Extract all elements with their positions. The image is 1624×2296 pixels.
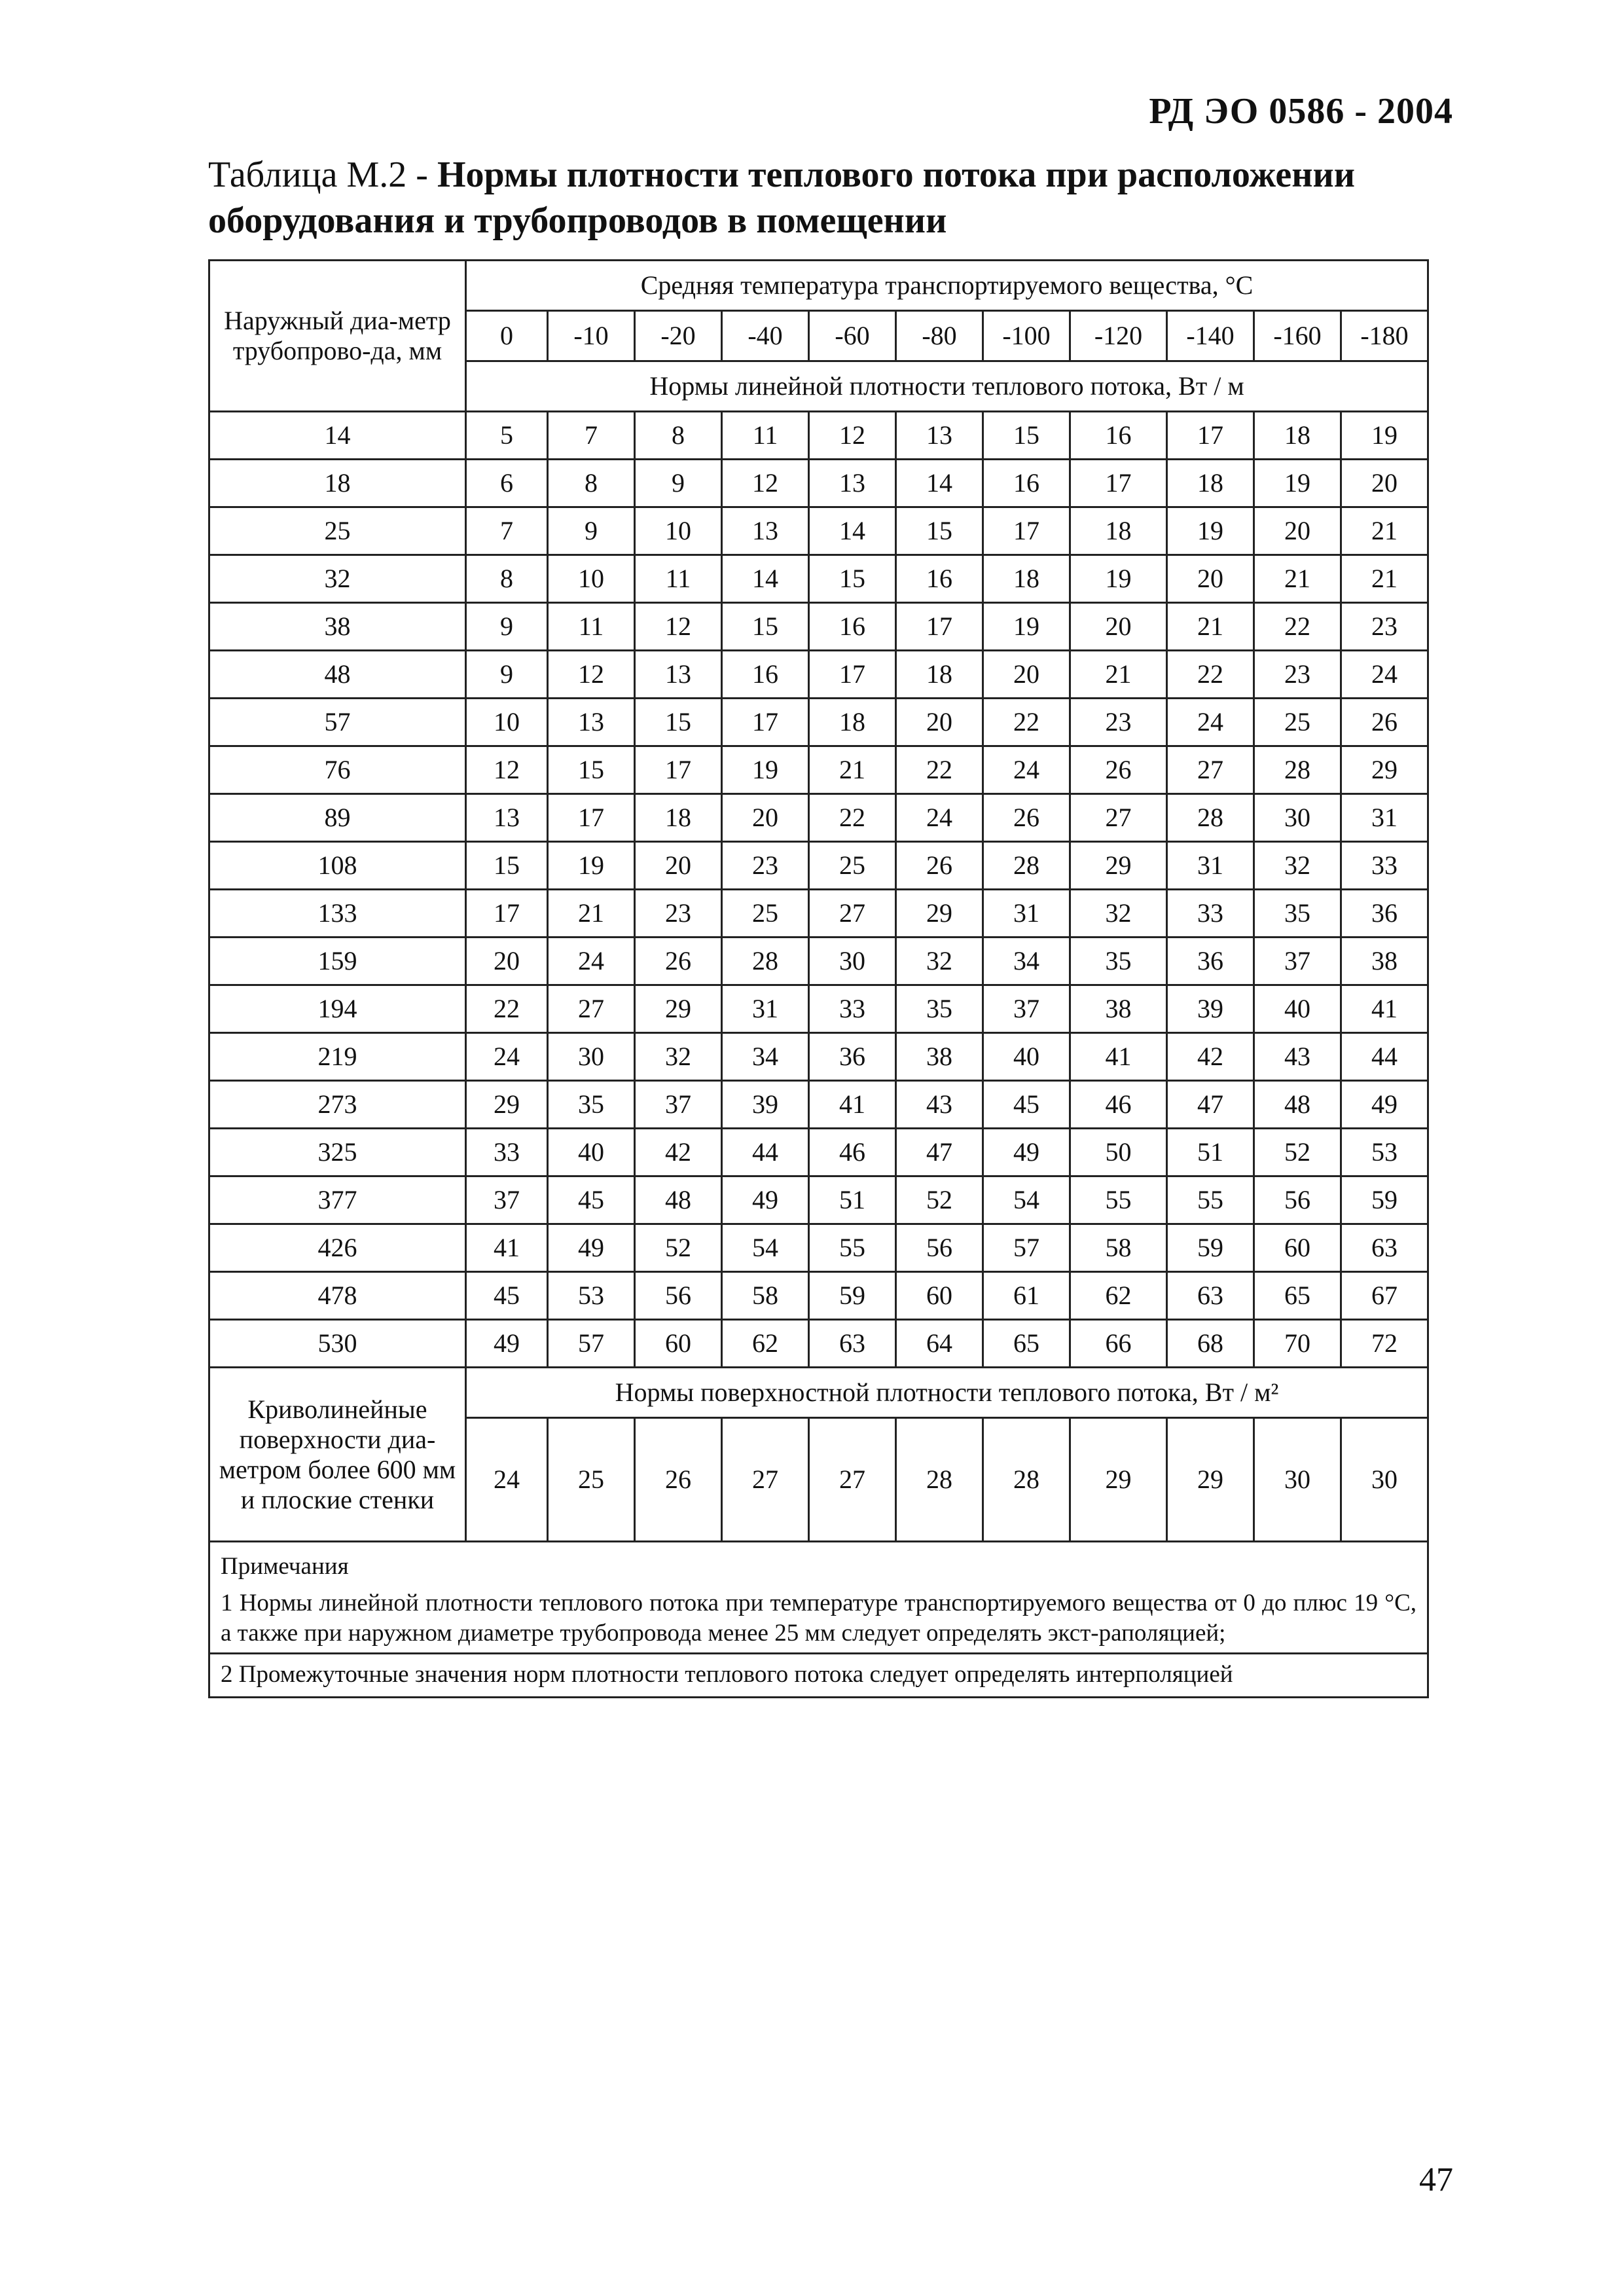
value-cell: 8 <box>466 555 548 603</box>
value-cell: 47 <box>1167 1081 1254 1129</box>
value-cell: 22 <box>1254 603 1341 651</box>
value-cell: 16 <box>983 460 1070 507</box>
value-cell: 27 <box>1167 746 1254 794</box>
value-cell: 65 <box>1254 1272 1341 1320</box>
value-cell: 21 <box>1341 507 1428 555</box>
value-cell: 52 <box>896 1176 983 1224</box>
value-cell: 8 <box>635 412 722 460</box>
value-cell: 57 <box>548 1320 635 1368</box>
value-cell: 40 <box>983 1033 1070 1081</box>
value-cell: 19 <box>1070 555 1167 603</box>
value-cell: 21 <box>809 746 896 794</box>
value-cell: 48 <box>1254 1081 1341 1129</box>
value-cell: 56 <box>1254 1176 1341 1224</box>
table-row <box>209 1320 1428 1368</box>
value-cell: 34 <box>722 1033 809 1081</box>
value-cell: 10 <box>635 507 722 555</box>
note-1: 1 Нормы линейной плотности теплового потока при температуре транспортируемого вещества от 0 до плюс 19 °С, а также при наружном диаметре трубопровода менее 25 мм следует определять экст-раполяцией; <box>221 1590 1417 1647</box>
value-cell: 11 <box>548 603 635 651</box>
temperature-cell: -160 <box>1254 311 1341 361</box>
value-cell: 31 <box>983 890 1070 938</box>
value-cell: 57 <box>983 1224 1070 1272</box>
value-cell: 45 <box>548 1176 635 1224</box>
table-title-bold-line2: оборудования и трубопроводов в помещении <box>208 200 947 241</box>
value-cell: 18 <box>635 794 722 842</box>
value-cell: 59 <box>1341 1176 1428 1224</box>
value-cell: 41 <box>809 1081 896 1129</box>
value-cell: 67 <box>1341 1272 1428 1320</box>
value-cell: 63 <box>1341 1224 1428 1272</box>
surface-value-cell: 24 <box>466 1418 548 1542</box>
table-row <box>209 699 1428 746</box>
value-cell: 35 <box>1070 938 1167 985</box>
value-cell: 28 <box>983 842 1070 890</box>
value-cell: 25 <box>809 842 896 890</box>
value-cell: 15 <box>548 746 635 794</box>
diameter-cell: 57 <box>209 699 466 746</box>
value-cell: 29 <box>896 890 983 938</box>
value-cell: 35 <box>896 985 983 1033</box>
value-cell: 24 <box>466 1033 548 1081</box>
value-cell: 29 <box>635 985 722 1033</box>
value-cell: 29 <box>466 1081 548 1129</box>
page-number: 47 <box>1419 2161 1453 2198</box>
diameter-cell: 426 <box>209 1224 466 1272</box>
table-row <box>209 746 1428 794</box>
value-cell: 59 <box>1167 1224 1254 1272</box>
value-cell: 18 <box>983 555 1070 603</box>
value-cell: 26 <box>1341 699 1428 746</box>
value-cell: 22 <box>1167 651 1254 699</box>
diameter-cell: 32 <box>209 555 466 603</box>
heat-flux-norms-table <box>208 259 1429 1698</box>
value-cell: 22 <box>896 746 983 794</box>
value-cell: 63 <box>809 1320 896 1368</box>
value-cell: 55 <box>809 1224 896 1272</box>
value-cell: 52 <box>1254 1129 1341 1176</box>
value-cell: 39 <box>1167 985 1254 1033</box>
value-cell: 12 <box>722 460 809 507</box>
curved-surfaces-label: Криволинейные поверхности диа-метром более 600 мм и плоские стенки <box>209 1368 466 1542</box>
value-cell: 38 <box>1341 938 1428 985</box>
value-cell: 16 <box>722 651 809 699</box>
diameter-cell: 89 <box>209 794 466 842</box>
value-cell: 22 <box>983 699 1070 746</box>
value-cell: 49 <box>466 1320 548 1368</box>
value-cell: 24 <box>896 794 983 842</box>
value-cell: 12 <box>635 603 722 651</box>
surface-value-cell: 27 <box>722 1418 809 1542</box>
value-cell: 21 <box>1167 603 1254 651</box>
value-cell: 11 <box>635 555 722 603</box>
value-cell: 21 <box>1070 651 1167 699</box>
value-cell: 32 <box>1070 890 1167 938</box>
value-cell: 10 <box>548 555 635 603</box>
temperature-cell: 0 <box>466 311 548 361</box>
temperature-cell: -20 <box>635 311 722 361</box>
value-cell: 36 <box>809 1033 896 1081</box>
table-title <box>208 152 1452 244</box>
value-cell: 59 <box>809 1272 896 1320</box>
value-cell: 9 <box>466 651 548 699</box>
value-cell: 22 <box>466 985 548 1033</box>
value-cell: 8 <box>548 460 635 507</box>
temperature-cell: -140 <box>1167 311 1254 361</box>
value-cell: 20 <box>1070 603 1167 651</box>
value-cell: 17 <box>896 603 983 651</box>
temperature-cell: -10 <box>548 311 635 361</box>
value-cell: 23 <box>1254 651 1341 699</box>
temperature-header: Средняя температура транспортируемого вещества, °С <box>466 261 1428 311</box>
value-cell: 51 <box>809 1176 896 1224</box>
value-cell: 5 <box>466 412 548 460</box>
diameter-cell: 48 <box>209 651 466 699</box>
value-cell: 18 <box>1254 412 1341 460</box>
value-cell: 30 <box>809 938 896 985</box>
value-cell: 14 <box>896 460 983 507</box>
value-cell: 6 <box>466 460 548 507</box>
value-cell: 24 <box>1167 699 1254 746</box>
value-cell: 55 <box>1167 1176 1254 1224</box>
diameter-cell: 76 <box>209 746 466 794</box>
document-code: РД ЭО 0586 - 2004 <box>1149 91 1453 132</box>
temperature-cell: -40 <box>722 311 809 361</box>
value-cell: 39 <box>722 1081 809 1129</box>
value-cell: 13 <box>548 699 635 746</box>
diameter-cell: 38 <box>209 603 466 651</box>
value-cell: 62 <box>722 1320 809 1368</box>
value-cell: 13 <box>635 651 722 699</box>
value-cell: 37 <box>983 985 1070 1033</box>
table-row <box>209 938 1428 985</box>
value-cell: 60 <box>1254 1224 1341 1272</box>
value-cell: 20 <box>722 794 809 842</box>
value-cell: 46 <box>809 1129 896 1176</box>
temperature-cell: -80 <box>896 311 983 361</box>
value-cell: 15 <box>722 603 809 651</box>
value-cell: 41 <box>466 1224 548 1272</box>
value-cell: 9 <box>466 603 548 651</box>
value-cell: 16 <box>1070 412 1167 460</box>
value-cell: 20 <box>466 938 548 985</box>
value-cell: 18 <box>1167 460 1254 507</box>
table-row <box>209 1081 1428 1129</box>
value-cell: 58 <box>722 1272 809 1320</box>
value-cell: 60 <box>635 1320 722 1368</box>
diameter-cell: 325 <box>209 1129 466 1176</box>
value-cell: 19 <box>548 842 635 890</box>
value-cell: 17 <box>722 699 809 746</box>
value-cell: 62 <box>1070 1272 1167 1320</box>
value-cell: 65 <box>983 1320 1070 1368</box>
value-cell: 34 <box>983 938 1070 985</box>
value-cell: 24 <box>548 938 635 985</box>
value-cell: 31 <box>1167 842 1254 890</box>
value-cell: 14 <box>722 555 809 603</box>
value-cell: 48 <box>635 1176 722 1224</box>
table-row <box>209 507 1428 555</box>
value-cell: 35 <box>548 1081 635 1129</box>
value-cell: 22 <box>809 794 896 842</box>
value-cell: 33 <box>1341 842 1428 890</box>
value-cell: 20 <box>1341 460 1428 507</box>
value-cell: 21 <box>1341 555 1428 603</box>
value-cell: 10 <box>466 699 548 746</box>
value-cell: 47 <box>896 1129 983 1176</box>
value-cell: 32 <box>1254 842 1341 890</box>
table-row <box>209 985 1428 1033</box>
value-cell: 26 <box>635 938 722 985</box>
value-cell: 52 <box>635 1224 722 1272</box>
value-cell: 20 <box>983 651 1070 699</box>
value-cell: 36 <box>1167 938 1254 985</box>
value-cell: 53 <box>1341 1129 1428 1176</box>
diameter-column-header: Наружный диа-метр трубопрово-да, мм <box>209 261 466 412</box>
value-cell: 13 <box>722 507 809 555</box>
value-cell: 41 <box>1070 1033 1167 1081</box>
table-row <box>209 1033 1428 1081</box>
diameter-cell: 377 <box>209 1176 466 1224</box>
value-cell: 51 <box>1167 1129 1254 1176</box>
value-cell: 7 <box>548 412 635 460</box>
value-cell: 37 <box>466 1176 548 1224</box>
value-cell: 13 <box>809 460 896 507</box>
diameter-cell: 25 <box>209 507 466 555</box>
value-cell: 29 <box>1070 842 1167 890</box>
table-row <box>209 794 1428 842</box>
value-cell: 26 <box>896 842 983 890</box>
value-cell: 43 <box>896 1081 983 1129</box>
value-cell: 27 <box>809 890 896 938</box>
table-row <box>209 842 1428 890</box>
value-cell: 17 <box>548 794 635 842</box>
value-cell: 20 <box>1167 555 1254 603</box>
value-cell: 31 <box>722 985 809 1033</box>
surface-density-header: Нормы поверхностной плотности теплового потока, Вт / м² <box>466 1368 1428 1418</box>
value-cell: 17 <box>635 746 722 794</box>
value-cell: 12 <box>466 746 548 794</box>
value-cell: 26 <box>983 794 1070 842</box>
value-cell: 40 <box>548 1129 635 1176</box>
value-cell: 24 <box>983 746 1070 794</box>
value-cell: 61 <box>983 1272 1070 1320</box>
value-cell: 30 <box>548 1033 635 1081</box>
value-cell: 14 <box>809 507 896 555</box>
value-cell: 12 <box>809 412 896 460</box>
table-row <box>209 651 1428 699</box>
surface-value-cell: 26 <box>635 1418 722 1542</box>
value-cell: 35 <box>1254 890 1341 938</box>
value-cell: 16 <box>896 555 983 603</box>
value-cell: 12 <box>548 651 635 699</box>
surface-value-cell: 28 <box>983 1418 1070 1542</box>
value-cell: 66 <box>1070 1320 1167 1368</box>
value-cell: 43 <box>1254 1033 1341 1081</box>
value-cell: 15 <box>809 555 896 603</box>
value-cell: 68 <box>1167 1320 1254 1368</box>
value-cell: 64 <box>896 1320 983 1368</box>
value-cell: 32 <box>896 938 983 985</box>
value-cell: 49 <box>1341 1081 1428 1129</box>
value-cell: 21 <box>1254 555 1341 603</box>
value-cell: 54 <box>722 1224 809 1272</box>
value-cell: 38 <box>896 1033 983 1081</box>
value-cell: 19 <box>1254 460 1341 507</box>
value-cell: 32 <box>635 1033 722 1081</box>
value-cell: 42 <box>1167 1033 1254 1081</box>
value-cell: 18 <box>896 651 983 699</box>
surface-value-cell: 29 <box>1167 1418 1254 1542</box>
diameter-cell: 194 <box>209 985 466 1033</box>
temperature-cell: -100 <box>983 311 1070 361</box>
surface-value-cell: 28 <box>896 1418 983 1542</box>
value-cell: 25 <box>722 890 809 938</box>
value-cell: 9 <box>548 507 635 555</box>
value-cell: 17 <box>1167 412 1254 460</box>
value-cell: 23 <box>1341 603 1428 651</box>
surface-value-cell: 30 <box>1341 1418 1428 1542</box>
value-cell: 46 <box>1070 1081 1167 1129</box>
value-cell: 37 <box>1254 938 1341 985</box>
value-cell: 45 <box>983 1081 1070 1129</box>
value-cell: 38 <box>1070 985 1167 1033</box>
value-cell: 19 <box>722 746 809 794</box>
diameter-cell: 219 <box>209 1033 466 1081</box>
value-cell: 19 <box>983 603 1070 651</box>
value-cell: 55 <box>1070 1176 1167 1224</box>
value-cell: 23 <box>1070 699 1167 746</box>
value-cell: 40 <box>1254 985 1341 1033</box>
temperature-cell: -180 <box>1341 311 1428 361</box>
value-cell: 54 <box>983 1176 1070 1224</box>
diameter-cell: 159 <box>209 938 466 985</box>
value-cell: 26 <box>1070 746 1167 794</box>
value-cell: 37 <box>635 1081 722 1129</box>
value-cell: 30 <box>1254 794 1341 842</box>
value-cell: 56 <box>896 1224 983 1272</box>
value-cell: 15 <box>896 507 983 555</box>
value-cell: 13 <box>466 794 548 842</box>
value-cell: 20 <box>896 699 983 746</box>
table-row <box>209 460 1428 507</box>
value-cell: 28 <box>1254 746 1341 794</box>
value-cell: 17 <box>809 651 896 699</box>
diameter-cell: 18 <box>209 460 466 507</box>
value-cell: 18 <box>1070 507 1167 555</box>
table-row <box>209 1176 1428 1224</box>
table-title-prefix: Таблица М.2 - <box>208 155 437 195</box>
value-cell: 50 <box>1070 1129 1167 1176</box>
value-cell: 44 <box>1341 1033 1428 1081</box>
diameter-cell: 530 <box>209 1320 466 1368</box>
value-cell: 60 <box>896 1272 983 1320</box>
diameter-cell: 478 <box>209 1272 466 1320</box>
value-cell: 23 <box>635 890 722 938</box>
value-cell: 29 <box>1341 746 1428 794</box>
value-cell: 19 <box>1341 412 1428 460</box>
notes-title: Примечания <box>221 1553 349 1580</box>
table-row <box>209 1129 1428 1176</box>
value-cell: 72 <box>1341 1320 1428 1368</box>
value-cell: 28 <box>1167 794 1254 842</box>
value-cell: 18 <box>809 699 896 746</box>
value-cell: 15 <box>466 842 548 890</box>
temperature-cell: -120 <box>1070 311 1167 361</box>
value-cell: 21 <box>548 890 635 938</box>
value-cell: 31 <box>1341 794 1428 842</box>
note-2: 2 Промежуточные значения норм плотности теплового потока следует определять интерполяцией <box>210 1652 1427 1690</box>
value-cell: 24 <box>1341 651 1428 699</box>
value-cell: 33 <box>809 985 896 1033</box>
surface-value-cell: 30 <box>1254 1418 1341 1542</box>
value-cell: 27 <box>548 985 635 1033</box>
value-cell: 17 <box>466 890 548 938</box>
table-title-bold-line1: Нормы плотности теплового потока при расположении <box>437 155 1356 195</box>
value-cell: 42 <box>635 1129 722 1176</box>
diameter-cell: 133 <box>209 890 466 938</box>
surface-value-cell: 25 <box>548 1418 635 1542</box>
value-cell: 11 <box>722 412 809 460</box>
value-cell: 53 <box>548 1272 635 1320</box>
value-cell: 28 <box>722 938 809 985</box>
value-cell: 36 <box>1341 890 1428 938</box>
value-cell: 49 <box>722 1176 809 1224</box>
value-cell: 15 <box>635 699 722 746</box>
value-cell: 49 <box>983 1129 1070 1176</box>
value-cell: 44 <box>722 1129 809 1176</box>
linear-density-header: Нормы линейной плотности теплового потока, Вт / м <box>466 361 1428 412</box>
notes-section <box>209 1542 1428 1698</box>
value-cell: 70 <box>1254 1320 1341 1368</box>
value-cell: 16 <box>809 603 896 651</box>
surface-value-cell: 29 <box>1070 1418 1167 1542</box>
table-row <box>209 555 1428 603</box>
value-cell: 41 <box>1341 985 1428 1033</box>
diameter-cell: 273 <box>209 1081 466 1129</box>
value-cell: 13 <box>896 412 983 460</box>
surface-value-cell: 27 <box>809 1418 896 1542</box>
diameter-cell: 108 <box>209 842 466 890</box>
value-cell: 23 <box>722 842 809 890</box>
table-row <box>209 603 1428 651</box>
value-cell: 19 <box>1167 507 1254 555</box>
value-cell: 27 <box>1070 794 1167 842</box>
value-cell: 25 <box>1254 699 1341 746</box>
value-cell: 33 <box>1167 890 1254 938</box>
table-row <box>209 1272 1428 1320</box>
value-cell: 9 <box>635 460 722 507</box>
value-cell: 20 <box>635 842 722 890</box>
value-cell: 49 <box>548 1224 635 1272</box>
table-row <box>209 890 1428 938</box>
value-cell: 56 <box>635 1272 722 1320</box>
value-cell: 17 <box>983 507 1070 555</box>
value-cell: 15 <box>983 412 1070 460</box>
value-cell: 17 <box>1070 460 1167 507</box>
table-row <box>209 412 1428 460</box>
table-row <box>209 1224 1428 1272</box>
value-cell: 63 <box>1167 1272 1254 1320</box>
value-cell: 33 <box>466 1129 548 1176</box>
value-cell: 20 <box>1254 507 1341 555</box>
value-cell: 7 <box>466 507 548 555</box>
diameter-cell: 14 <box>209 412 466 460</box>
value-cell: 58 <box>1070 1224 1167 1272</box>
temperature-cell: -60 <box>809 311 896 361</box>
value-cell: 45 <box>466 1272 548 1320</box>
